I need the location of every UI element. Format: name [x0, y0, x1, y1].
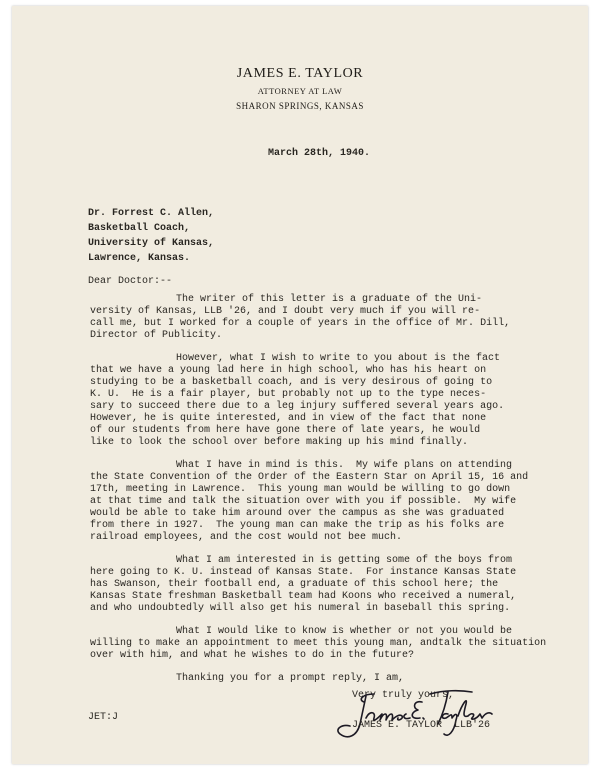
body-line: and who undoubtedly will also get his numeral in baseball this spring. [90, 603, 511, 614]
typed-signature: JAMES E. TAYLOR LLB'26 [352, 720, 491, 731]
body-line: of our students from here have gone there of late years, he would [90, 425, 481, 436]
body-line: Director of Publicity. [90, 330, 223, 341]
letterhead-location: SHARON SPRINGS, KANSAS [236, 101, 364, 111]
recipient-line: Dr. Forrest C. Allen, [88, 208, 215, 219]
recipient-line: University of Kansas, [88, 238, 215, 249]
body-line: from there in 1927. The young man can make the trip as his folks are [90, 520, 505, 531]
salutation: Dear Doctor:-- [88, 276, 173, 287]
body-line: versity of Kansas, LLB '26, and I doubt very much if you will re- [90, 306, 481, 317]
closing: Very truly yours, [352, 690, 455, 701]
letterhead-name: JAMES E. TAYLOR [236, 66, 364, 81]
body-line: willing to make an appointment to meet this young man, andtalk the situation [90, 638, 547, 649]
body-line: However, he is quite interested, and in view of the fact that none [90, 413, 487, 424]
letterhead-title: ATTORNEY AT LAW [257, 86, 343, 96]
handwritten-signature [322, 684, 494, 746]
body-line: call me, but I worked for a couple of years in the office of Mr. Dill, [90, 318, 511, 329]
body-line: like to look the school over before making up his mind finally. [90, 437, 469, 448]
body-line: However, what I wish to write to you about is the fact [176, 353, 501, 364]
body-line: sary to succeed there due to a leg injury suffered several years ago. [90, 401, 505, 412]
typist-initials: JET:J [88, 712, 119, 723]
body-line: over with him, and what he wishes to do in the future? [90, 650, 415, 661]
body-line: at that time and talk the situation over with you if possible. My wife [90, 496, 517, 507]
body-line: would be able to take him around over the campus as she was graduated [90, 508, 505, 519]
body-line: the State Convention of the Order of the Eastern Star on April 15, 16 and [90, 472, 529, 483]
body-line: What I am interested in is getting some of the boys from [176, 555, 513, 566]
recipient-line: Basketball Coach, [88, 223, 191, 234]
letter-date: March 28th, 1940. [268, 148, 371, 159]
body-line: here going to K. U. instead of Kansas State. For instance Kansas State [90, 567, 517, 578]
body-line: railroad employees, and the cost would not bee much. [90, 532, 403, 543]
body-line: Thanking you for a prompt reply, I am, [176, 673, 405, 684]
body-line: What I would like to know is whether or not you would be [176, 626, 513, 637]
body-line: has Swanson, their football end, a graduate of this school here; the [90, 579, 499, 590]
body-line: studying to be a basketball coach, and is very desirous of going to [90, 377, 493, 388]
body-line: K. U. He is a fair player, but probably not up to the type neces- [90, 389, 487, 400]
body-line: Kansas State freshman Basketball team had Koons who received a numeral, [90, 591, 517, 602]
recipient-line: Lawrence, Kansas. [88, 253, 191, 264]
body-line: that we have a young lad here in high school, who has his heart on [90, 365, 487, 376]
body-line: What I have in mind is this. My wife plans on attending [176, 460, 513, 471]
body-line: The writer of this letter is a graduate of the Uni- [176, 294, 483, 305]
body-line: 17th, meeting in Lawrence. This young man would be willing to go down [90, 484, 511, 495]
